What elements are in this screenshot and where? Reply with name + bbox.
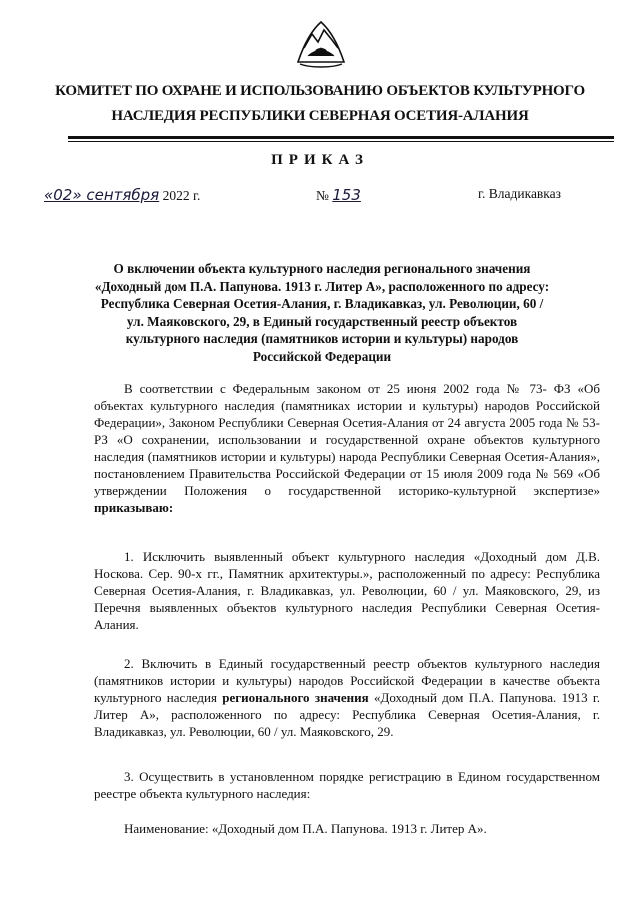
clause-2-text-after: «Доходный дом П.А. Папунова. 1913 г. Литер А», расположенного по адресу: Республика Северная Осетия-Алания, г. Владикавказ, ул. Революции, 60 / ул. Маяковского, 29. [94, 690, 601, 739]
clause-1: 1. Исключить выявленный объект культурного наследия «Доходный дом Д.В. Носкова. Сер. 90-х гг., Памятник архитектуры.», расположенный по адресу: Республика Северная Осетия-Алания, г. Владикавказ, ул. Революции, 60 / ул. Маяковского, 29, из Перечня выявленных объектов культурного наследия Республики Северная Осетия-Алания. [94, 549, 600, 632]
document-type-heading: ПРИКАЗ [271, 152, 369, 168]
header-divider-thin [68, 141, 614, 142]
object-name-line: Наименование: «Доходный дом П.А. Папунова. 1913 г. Литер А». [124, 821, 487, 836]
org-name-line-2: НАСЛЕДИЯ РЕСПУБЛИКИ СЕВЕРНАЯ ОСЕТИЯ-АЛАНИЯ [111, 108, 529, 124]
document-city: г. Владикавказ [478, 186, 561, 201]
preamble-paragraph [94, 380, 600, 516]
clause-3: 3. Осуществить в установленном порядке регистрацию в Едином государственном реестре объекта культурного наследия: [94, 769, 600, 801]
handwritten-date: «02» сентября [44, 186, 160, 204]
document-title: О включении объекта культурного наследия регионального значения «Доходный дом П.А. Папунова. 1913 г. Литер А», расположенного по адресу: Республика Северная Осетия-Алания, г. Владикавказ, ул. Революции, 60 / ул. Маяковского, 29, в Единый государственный реестр объектов культурного наследия (памятников истории и культуры) народов Российской Федерации [94, 261, 550, 364]
clause-2 [94, 655, 600, 740]
document-date [44, 186, 200, 204]
coat-of-arms-icon [294, 18, 348, 70]
document-year: 2022 г. [162, 188, 201, 203]
org-name-line-1: КОМИТЕТ ПО ОХРАНЕ И ИСПОЛЬЗОВАНИЮ ОБЪЕКТОВ КУЛЬТУРНОГО [55, 83, 585, 99]
number-sign: № [316, 188, 329, 203]
clause-2-significance: регионального значения [222, 690, 369, 705]
preamble-text: В соответствии с Федеральным законом от 25 июня 2002 года № 73- ФЗ «Об объектах культурного наследия (памятниках истории и культуры) народов Российской Федерации», Законом Республики Северная Осетия-Алания от 24 августа 2005 года № 53-РЗ «О сохранении, использовании и государственной охране объектов культурного наследия (памятников истории и культуры) народа Республики Северная Осетия-Алания», постановлением Правительства Российской Федерации от 15 июля 2009 года № 569 «Об утверждении Положения о государственной историко-культурной экспертизе» [94, 381, 600, 498]
clause-2-text-before: 2. Включить в Единый государственный реестр объектов культурного наследия (памятников истории и культуры) народов Российской Федерации в качестве объекта культурного наследия [94, 656, 600, 705]
header-divider-thick [68, 136, 614, 139]
handwritten-number: 153 [332, 186, 361, 204]
document-number [316, 186, 361, 204]
order-keyword: приказываю: [94, 500, 174, 515]
